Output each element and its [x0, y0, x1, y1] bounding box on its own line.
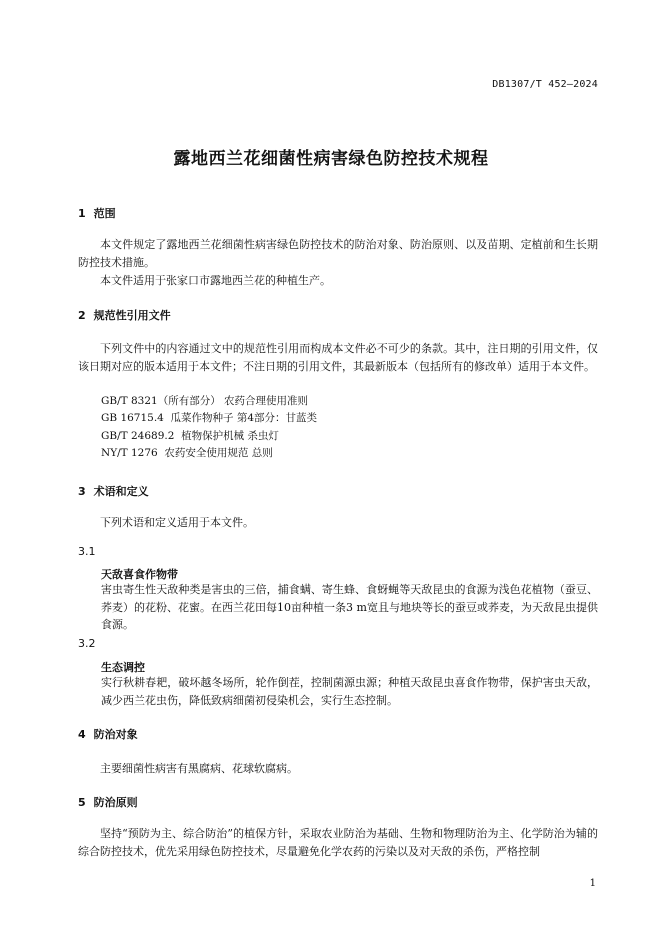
term-title: 天敌喜食作物带 [101, 568, 178, 581]
page-number: 1 [589, 878, 596, 889]
section-heading-targets [78, 726, 138, 742]
section-title: 防治对象 [93, 728, 138, 741]
paragraph: 下列文件中的内容通过文中的规范性引用而构成本文件必不可少的条款。其中，注日期的引用文件，仅该日期对应的版本适用于本文件；不注日期的引用文件，其最新版本（包括所有的修改单）适用于本文件。 [78, 342, 598, 373]
paragraph: 本文件规定了露地西兰花细菌性病害绿色防控技术的防治对象、防治原则、以及苗期、定植前和生长期防控技术措施。 [78, 238, 598, 269]
term-definition: 害虫寄生性天敌种类是害虫的三倍，捕食螨、寄生蜂、食蚜蝇等天敌昆虫的食源为浅色花植物（蚕豆、荞麦）的花粉、花蜜。在西兰花田每10亩种植一条3 m宽且与地块等长的蚕豆或荞麦，为天敌昆虫提供食源。 [101, 583, 598, 631]
section-heading-references [78, 307, 171, 323]
section-number: 5 [78, 796, 86, 809]
document-title: 露地西兰花细菌性病害绿色防控技术规程 [173, 149, 489, 169]
term-number: 3.1 [78, 545, 96, 558]
paragraph: 下列术语和定义适用于本文件。 [100, 516, 254, 529]
section-number: 1 [78, 207, 86, 220]
standard-code: DB1307/T 452—2024 [492, 79, 598, 90]
section-number: 2 [78, 309, 86, 322]
term-title: 生态调控 [101, 661, 145, 674]
paragraph: 本文件适用于张家口市露地西兰花的种植生产。 [100, 274, 331, 287]
section-heading-terms [78, 483, 149, 499]
section-title: 防治原则 [93, 796, 138, 809]
section-number: 4 [78, 728, 86, 741]
reference-item: GB/T 8321（所有部分） 农药合理使用准则 [101, 395, 309, 407]
section-heading-scope [78, 205, 116, 221]
section-number: 3 [78, 485, 86, 498]
reference-item: GB/T 24689.2 植物保护机械 杀虫灯 [101, 430, 279, 442]
paragraph: 坚持“预防为主、综合防治”的植保方针，采取农业防治为基础、生物和物理防治为主、化学防治为辅的综合防控技术，优先采用绿色防控技术，尽量避免化学农药的污染以及对天敌的杀伤，严格控制 [78, 827, 598, 858]
section-title: 范围 [93, 207, 116, 220]
section-heading-principles [78, 794, 138, 810]
reference-item: GB 16715.4 瓜菜作物种子 第4部分：甘蓝类 [101, 412, 318, 424]
section-title: 规范性引用文件 [93, 309, 171, 322]
term-number: 3.2 [78, 637, 96, 650]
reference-item: NY/T 1276 农药安全使用规范 总则 [101, 447, 273, 459]
section-title: 术语和定义 [93, 485, 149, 498]
term-definition: 实行秋耕春耙，破坏越冬场所，轮作倒茬，控制菌源虫源；种植天敌昆虫喜食作物带，保护害虫天敌，减少西兰花虫伤，降低致病细菌初侵染机会，实行生态控制。 [101, 676, 598, 707]
paragraph: 主要细菌性病害有黑腐病、花球软腐病。 [100, 762, 298, 775]
